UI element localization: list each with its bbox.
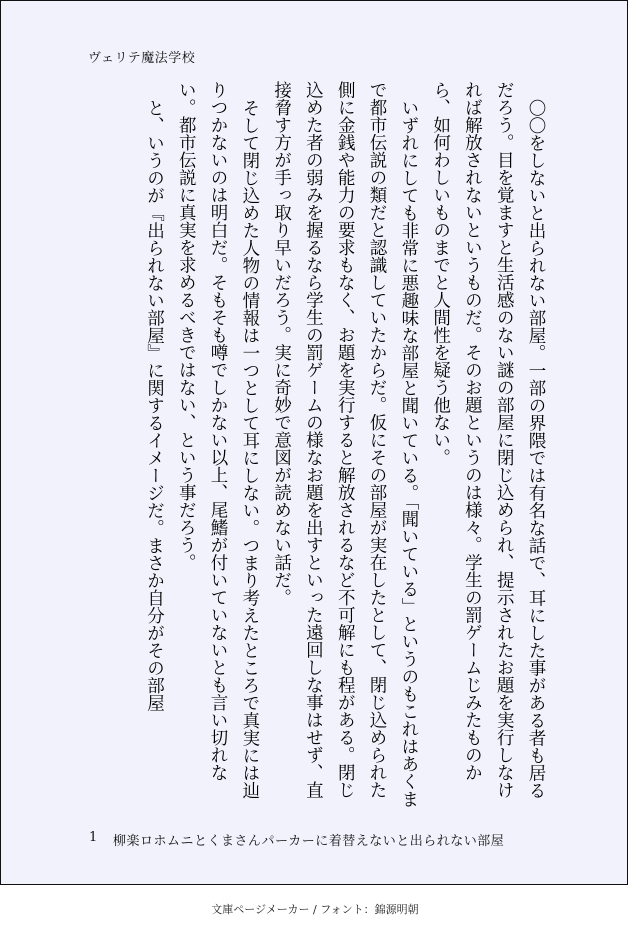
- paragraph: いずれにしても非常に悪趣味な部屋と聞いている。「聞いている」というのもこれはあくまで都市伝説の類だと認識していたからだ。仮にその部屋が実在したとして、閉じ込められた側に金銭や能力の要求もなく、お題を実行すると解放されるなど不可解にも程がある。閉じ込めた者の弱みを握るなら学生の罰ゲームの様なお題を出すといった遠回しな事はせず、直接脅す方が手っ取り早いだろう。実に奇妙で意図が読めない話だ。: [271, 81, 419, 808]
- body-text: [71, 81, 551, 811]
- page-number: 1: [89, 830, 98, 845]
- work-title: 柳楽ロホムニとくまさんパーカーに着替えないと出られない部屋: [113, 834, 505, 849]
- credit-line: 文庫ページメーカー / フォント：錦源明朝: [211, 903, 419, 916]
- paragraph: そして閉じ込めた人物の情報は一つとして耳にしない。つまり考えたところで真実には辿りつかないのは明白だ。そもそも噂でしかない以上、尾鰭が付いていないとも言い切れない。都市伝説に真実を求めるべきではない、という事だろう。: [176, 81, 260, 799]
- header-title: ヴェリテ魔法学校: [88, 51, 196, 66]
- paragraph: と、いうのが『出られない部屋』に関するイメージだ。まさか自分がその部屋: [144, 98, 165, 711]
- paragraph: 〇〇をしないと出られない部屋。一部の界隈では有名な話で、耳にした事がある者も居るだろう。目を覚ますと生活感のない謎の部屋に閉じ込められ、提示されたお題を実行しなければ解放されないというものだ。そのお題というのは様々。学生の罰ゲームじみたものから、如何わしいものまでと人間性を疑う他ない。: [430, 81, 546, 799]
